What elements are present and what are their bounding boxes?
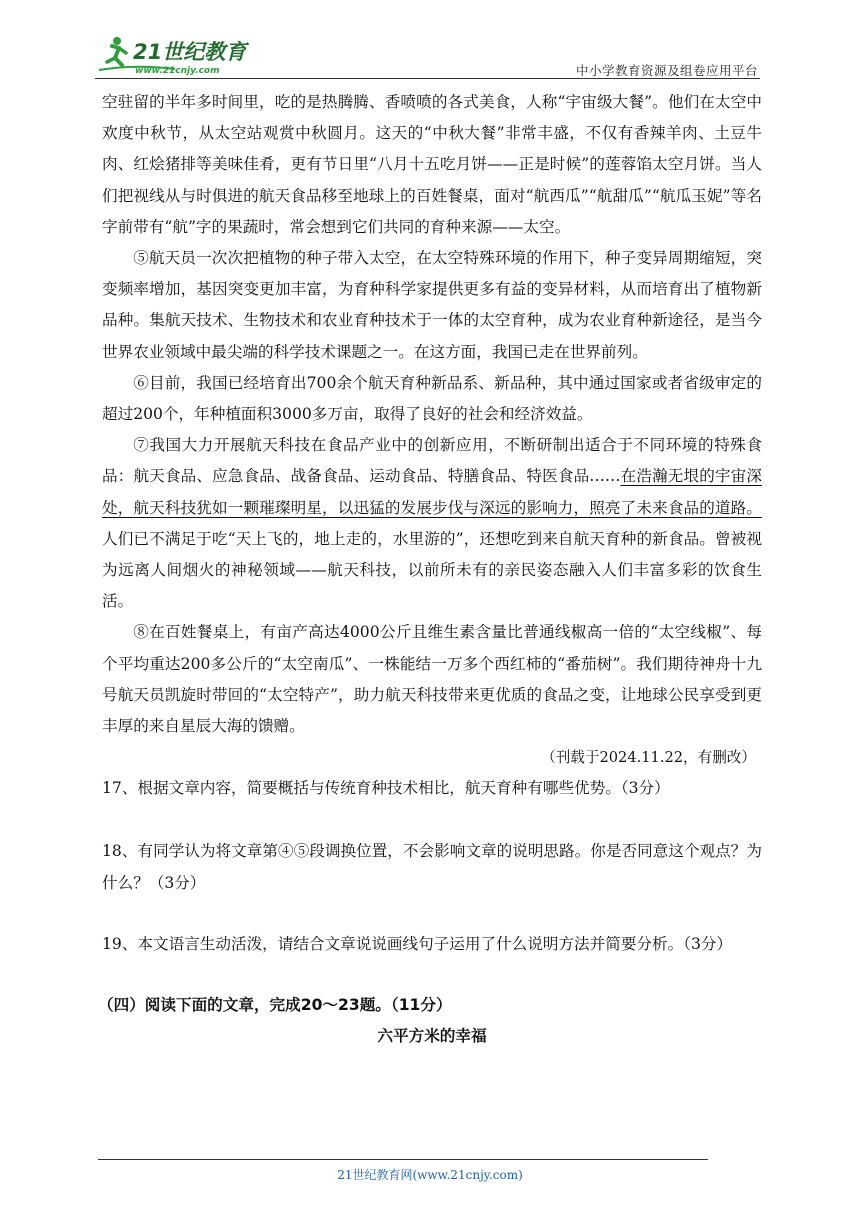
header-divider bbox=[95, 78, 760, 79]
logo-21cnjy bbox=[95, 34, 270, 76]
footer-text: 21世纪教育网(www.21cnjy.com) bbox=[337, 1168, 523, 1182]
logo-url: www.21cnjy.com bbox=[135, 66, 220, 76]
article-title: 六平方米的幸福 bbox=[377, 1027, 487, 1046]
paragraph-8: ⑧在百姓餐桌上，有亩产高达4000公斤且维生素含量比普通线椒高一倍的“太空线椒”、每个平均重达200多公斤的“太空南瓜”、一株能结一万多个西红柿的“番茄树”。我们期待神舟十九号航天员凯旋时带回的“太空特产”，助力航天科技带来更优质的食品之变，让地球公民享受到更丰厚的来自星辰大海的馈赠。 bbox=[102, 623, 762, 736]
paragraph-7-rest: 人们已不满足于吃“天上飞的，地上走的，水里游的”，还想吃到来自航天育种的新食品。曾被视为远离人间烟火的神秘领域——航天科技，以前所未有的亲民姿态融入人们丰富多彩的饮食生活。 bbox=[102, 529, 762, 611]
source-citation: （刊载于2024.11.22，有删改） bbox=[541, 749, 756, 767]
footer-divider bbox=[98, 1159, 708, 1160]
paragraph-5: ⑤航天员一次次把植物的种子带入太空，在太空特殊环境的作用下，种子变异周期缩短，突变频率增加，基因突变更加丰富，为育种科学家提供更多有益的变异材料，从而培育出了植物新品种。集航天技术、生物技术和农业育种技术于一体的太空育种，成为农业育种新途径，是当今世界农业领域中最尖端的科学技术课题之一。在这方面，我国已走在世界前列。 bbox=[102, 249, 762, 361]
paragraph-continued: 空驻留的半年多时间里，吃的是热腾腾、香喷喷的各式美食，人称“宇宙级大餐”。他们在太空中欢度中秋节，从太空站观赏中秋圆月。这天的“中秋大餐”非常丰盛，不仅有香辣羊肉、土豆牛肉、红烩猪排等美味佳肴，更有节日里“八月十五吃月饼——正是时候”的莲蓉馅太空月饼。当人们把视线从与时俱进的航天食品移至地球上的百姓餐桌，面对“航西瓜”“航甜瓜”“航瓜玉妮”等名字前带有“航”字的果蔬时，常会想到它们共同的育种来源——太空。 bbox=[102, 93, 762, 236]
paragraph-7-intro: ⑦我国大力开展航天科技在食品产业中的创新应用，不断研制出适合于不同环境的特殊食品：航天食品、应急食品、战备食品、运动食品、特膳食品、特医食品…… bbox=[102, 436, 762, 486]
document-body bbox=[98, 87, 762, 1051]
platform-name: 中小学教育资源及组卷应用平台 bbox=[575, 63, 758, 78]
page-header bbox=[95, 28, 760, 80]
paragraph-6: ⑥目前，我国已经培育出700余个航天育种新品系、新品种，其中通过国家或者省级审定的超过200个，年种植面积3000多万亩，取得了良好的社会和经济效益。 bbox=[102, 373, 762, 424]
question-17: 17、根据文章内容，简要概括与传统育种技术相比，航天育种有哪些优势。（3分） bbox=[102, 779, 670, 798]
paragraph-7 bbox=[102, 430, 762, 617]
question-18: 18、有同学认为将文章第④⑤段调换位置，不会影响文章的说明思路。你是否同意这个观点？为什么？（3分） bbox=[102, 842, 762, 892]
question-19: 19、本文语言生动活泼，请结合文章说说画线句子运用了什么说明方法并简要分析。（3分） bbox=[102, 934, 733, 953]
logo-text: 21世纪教育 bbox=[133, 40, 247, 64]
section-4-heading: （四）阅读下面的文章，完成20～23题。（11分） bbox=[98, 996, 452, 1015]
underlined-sentence: 在浩瀚无垠的宇宙深处，航天科技犹如一颗璀璨明星，以迅猛的发展步伐与深远的影响力，照亮了未来食品的道路。 bbox=[102, 467, 762, 517]
